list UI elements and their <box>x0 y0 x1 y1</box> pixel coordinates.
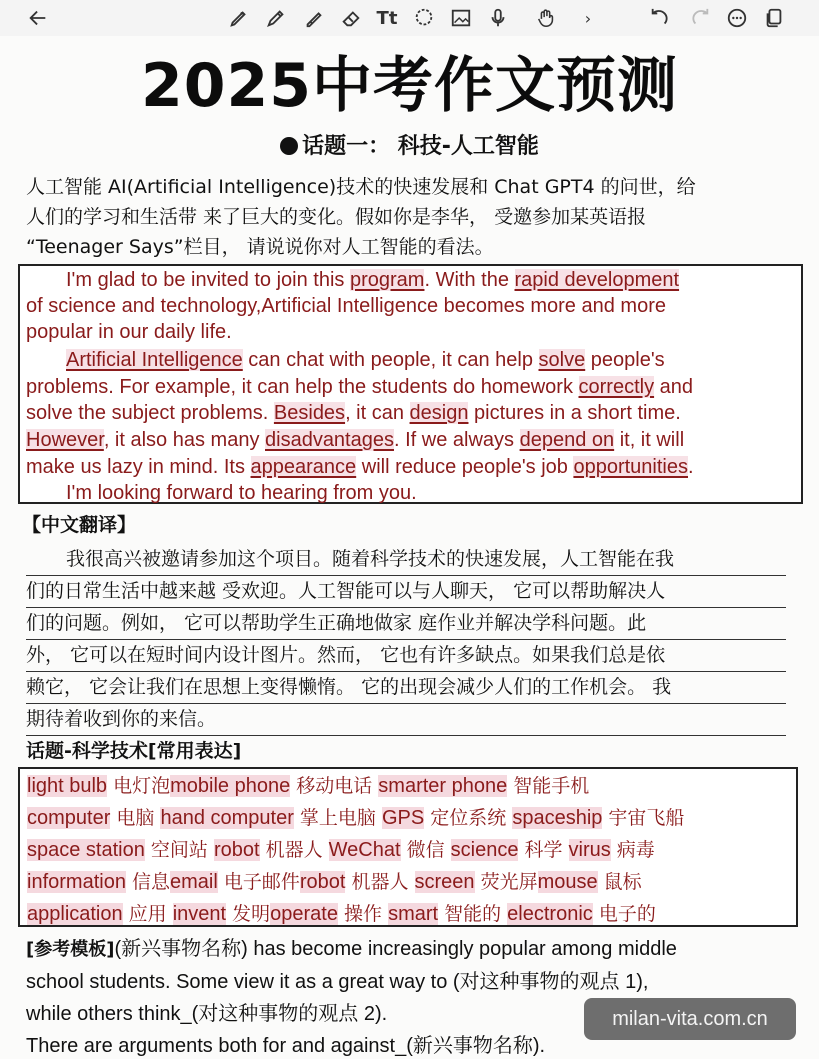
essay-line <box>26 400 681 426</box>
eraser-icon[interactable] <box>337 4 365 32</box>
prompt-line: 人工智能 AI(Artificial Intelligence)技术的快速发展和 Chat GPT4 的问世，给 <box>26 176 696 198</box>
vocab-chinese: 电灯泡 <box>107 775 171 797</box>
watermark: milan-vita.com.cn <box>584 998 796 1040</box>
microphone-icon[interactable] <box>484 4 512 32</box>
vocab-english: mouse <box>537 871 598 893</box>
translation-heading: 【中文翻译】 <box>22 514 137 536</box>
key-phrase: design <box>409 402 469 424</box>
chevron-right-icon[interactable]: › <box>584 8 592 28</box>
vocab-english: information <box>27 871 126 893</box>
vocab-english: space station <box>27 839 145 861</box>
vocab-english: operate <box>270 903 338 925</box>
key-phrase: disadvantages <box>265 429 394 451</box>
sample-essay-box <box>18 264 803 504</box>
vocab-english: screen <box>414 871 475 893</box>
image-icon[interactable] <box>447 4 475 32</box>
essay-text: pictures in a short time. <box>468 402 681 424</box>
vocab-chinese: 电脑 <box>110 807 161 829</box>
vocab-chinese: 智能的 <box>438 903 508 925</box>
pages-icon[interactable] <box>760 4 788 32</box>
essay-text: . With the <box>424 269 515 291</box>
back-arrow-icon[interactable] <box>24 4 52 32</box>
translation-line: 赖它， 它会让我们在思想上变得懒惰。 它的出现会减少人们的工作机会。 我 <box>26 672 786 704</box>
essay-line: I'm looking forward to hearing from you. <box>66 482 417 504</box>
vocab-chinese: 宇宙飞船 <box>602 807 685 829</box>
essay-line <box>26 454 694 480</box>
more-icon[interactable] <box>723 4 751 32</box>
bullet-icon <box>280 137 298 155</box>
key-phrase: program <box>349 269 425 291</box>
vocab-line <box>27 869 642 895</box>
vocab-chinese: 掌上电脑 <box>293 807 382 829</box>
vocab-chinese: 智能手机 <box>507 775 590 797</box>
vocab-chinese: 移动电话 <box>290 775 379 797</box>
vocab-english: spaceship <box>512 807 603 829</box>
key-phrase: solve <box>538 349 586 371</box>
highlighter-icon[interactable] <box>300 4 328 32</box>
vocab-chinese: 定位系统 <box>424 807 513 829</box>
vocab-english: robot <box>299 871 346 893</box>
vocab-english: smarter phone <box>378 775 508 797</box>
translation-line: 我很高兴被邀请参加这个项目。随着科学技术的快速发展，人工智能在我 <box>26 544 786 576</box>
essay-line <box>66 267 679 293</box>
template-text: (新兴事物名称) has become increasingly popular among middle <box>114 938 677 960</box>
pen-icon[interactable] <box>225 4 253 32</box>
vocab-chinese: 病毒 <box>610 839 655 861</box>
vocab-chinese: 鼠标 <box>597 871 642 893</box>
essay-text: I'm glad to be invited to join this <box>66 269 350 291</box>
key-phrase: rapid development <box>514 269 680 291</box>
redo-icon[interactable] <box>686 4 714 32</box>
vocab-english: email <box>169 871 218 893</box>
vocab-chinese: 荧光屏 <box>474 871 538 893</box>
vocab-english: application <box>27 903 123 925</box>
text-tool-icon[interactable]: Tt <box>376 7 398 29</box>
essay-text: . <box>688 456 694 478</box>
translation-line: 期待着收到你的来信。 <box>26 704 786 736</box>
vocab-chinese: 机器人 <box>259 839 329 861</box>
essay-line <box>66 347 665 373</box>
vocab-english: smart <box>388 903 439 925</box>
vocab-english: hand computer <box>160 807 294 829</box>
key-phrase: correctly <box>578 376 655 398</box>
page-title: 2025中考作文预测 <box>141 51 678 121</box>
lasso-icon[interactable] <box>410 4 438 32</box>
template-heading: [参考模板] <box>26 939 115 960</box>
essay-text: and <box>654 376 694 398</box>
vocab-english: robot <box>213 839 260 861</box>
vocab-chinese: 应用 <box>122 903 173 925</box>
key-phrase: appearance <box>250 456 357 478</box>
vocab-english: WeChat <box>328 839 401 861</box>
translation-line: 们的日常生活中越来越 受欢迎。人工智能可以与人聊天， 它可以帮助解决人 <box>26 576 786 608</box>
vocab-chinese: 微信 <box>400 839 451 861</box>
key-phrase: Artificial Intelligence <box>66 349 243 371</box>
essay-line <box>26 427 684 453</box>
vocab-chinese: 空间站 <box>144 839 214 861</box>
vocab-box <box>18 767 798 927</box>
template-line: school students. Some view it as a great way to (对这种事物的观点 1), <box>26 971 649 993</box>
vocab-english: science <box>450 839 519 861</box>
essay-text: solve the subject problems. <box>26 402 274 424</box>
undo-icon[interactable] <box>646 4 674 32</box>
vocab-english: virus <box>568 839 611 861</box>
translation-line: 外， 它可以在短时间内设计图片。然而， 它也有许多缺点。如果我们总是依 <box>26 640 786 672</box>
vocab-english: mobile phone <box>170 775 291 797</box>
vocab-english: light bulb <box>27 775 108 797</box>
essay-text: will reduce people's job <box>356 456 574 478</box>
annotation-toolbar <box>0 0 819 36</box>
template-line <box>26 933 806 966</box>
essay-text: make us lazy in mind. Its <box>26 456 251 478</box>
prompt-line: “Teenager Says”栏目， 请说说你对人工智能的看法。 <box>26 236 494 258</box>
vocab-line <box>27 773 589 799</box>
vocab-english: GPS <box>381 807 425 829</box>
key-phrase: However <box>26 429 104 451</box>
key-phrase: depend on <box>519 429 615 451</box>
writing-prompt <box>26 172 796 262</box>
hand-icon[interactable] <box>532 4 560 32</box>
vocab-chinese: 信息 <box>125 871 170 893</box>
vocab-chinese: 电子的 <box>592 903 656 925</box>
chinese-translation <box>26 544 786 736</box>
vocab-chinese: 电子邮件 <box>217 871 300 893</box>
template-line: There are arguments both for and against_(新兴事物名称). <box>26 1035 546 1057</box>
template-line: while others think_(对这种事物的观点 2). <box>26 1003 388 1025</box>
vocab-chinese: 机器人 <box>345 871 415 893</box>
vocab-line <box>27 805 684 831</box>
vocab-line <box>27 837 655 863</box>
essay-text: , it can <box>345 402 410 424</box>
vocab-heading: 话题-科学技术[常用表达] <box>26 740 242 762</box>
vocab-chinese: 操作 <box>337 903 389 925</box>
prompt-line: 人们的学习和生活带 来了巨大的变化。假如你是李华， 受邀参加某英语报 <box>26 206 647 228</box>
essay-line: popular in our daily life. <box>26 321 232 343</box>
pencil-icon[interactable] <box>262 4 290 32</box>
document-page <box>0 36 819 1059</box>
essay-text: . If we always <box>393 429 520 451</box>
essay-text: can chat with people, it can help <box>242 349 539 371</box>
essay-line <box>26 374 693 400</box>
key-phrase: opportunities <box>573 456 688 478</box>
topic-text: 话题一： 科技-人工智能 <box>302 134 539 159</box>
essay-text: problems. For example, it can help the students do homework <box>26 376 579 398</box>
vocab-english: computer <box>27 807 111 829</box>
essay-line: of science and technology,Artificial Intelligence becomes more and more <box>26 295 666 317</box>
topic-heading <box>0 132 819 162</box>
vocab-chinese: 发明 <box>226 903 271 925</box>
reference-template <box>26 933 806 1059</box>
vocab-line <box>27 901 656 927</box>
translation-line: 们的问题。例如， 它可以帮助学生正确地做家 庭作业并解决学科问题。此 <box>26 608 786 640</box>
essay-text: it, it will <box>614 429 685 451</box>
vocab-chinese: 科学 <box>518 839 569 861</box>
essay-text: people's <box>585 349 665 371</box>
key-phrase: Besides <box>273 402 346 424</box>
essay-text: , it also has many <box>103 429 265 451</box>
vocab-english: electronic <box>507 903 593 925</box>
vocab-english: invent <box>172 903 227 925</box>
